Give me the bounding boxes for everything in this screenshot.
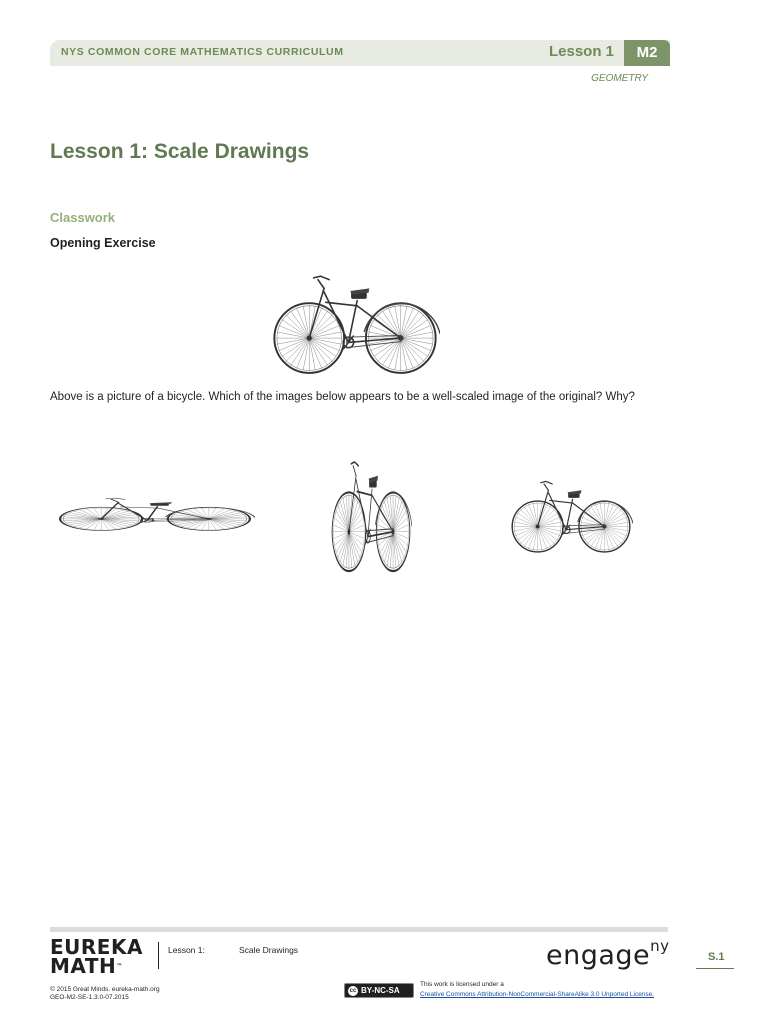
footer-rule <box>50 927 668 932</box>
curriculum-label: NYS COMMON CORE MATHEMATICS CURRICULUM <box>61 46 344 58</box>
trademark-symbol: ™ <box>116 963 123 970</box>
bicycle-original-icon <box>270 270 440 380</box>
page-number-underline <box>696 968 734 969</box>
footer-lesson-title: Scale Drawings <box>239 945 299 955</box>
bicycle-scaled-icon <box>509 477 633 557</box>
footer-lesson-label: Lesson 1: <box>168 945 205 955</box>
cc-badge-label: BY-NC-SA <box>361 986 400 995</box>
section-heading: Classwork <box>50 210 116 225</box>
license-text: This work is licensed under a <box>420 981 504 988</box>
copyright-text <box>50 986 160 1002</box>
module-badge: M2 <box>624 40 670 66</box>
page-title: Lesson 1: Scale Drawings <box>50 140 310 163</box>
cc-icon: cc <box>349 987 357 994</box>
copyright-line: © 2015 Great Minds. eureka-math.org <box>50 986 160 993</box>
bicycle-horizontally-compressed-icon <box>330 458 412 576</box>
question-text: Above is a picture of a bicycle. Which of the images below appears to be a well-scaled image of the original? Why? <box>50 391 635 403</box>
document-code: GEO-M2-SE-1.3.0-07.2015 <box>50 994 129 1001</box>
logo-line-1: EUREKA <box>50 935 143 959</box>
cc-license-badge <box>344 983 414 998</box>
eureka-math-logo <box>50 935 143 978</box>
footer-divider <box>158 942 159 969</box>
bicycle-horizontally-stretched-icon <box>55 497 255 532</box>
subject-label: GEOMETRY <box>591 73 648 84</box>
page-number: S.1 <box>708 951 725 963</box>
ny-superscript: ny <box>650 937 670 955</box>
lesson-number: Lesson 1 <box>548 43 614 60</box>
logo-line-2: MATH <box>50 954 117 978</box>
license-link[interactable]: Creative Commons Attribution-NonCommercial-ShareAlike 3.0 Unported License. <box>420 991 655 998</box>
engageny-logo <box>546 937 670 971</box>
engage-word: engage <box>546 940 651 971</box>
subsection-heading: Opening Exercise <box>50 236 156 250</box>
